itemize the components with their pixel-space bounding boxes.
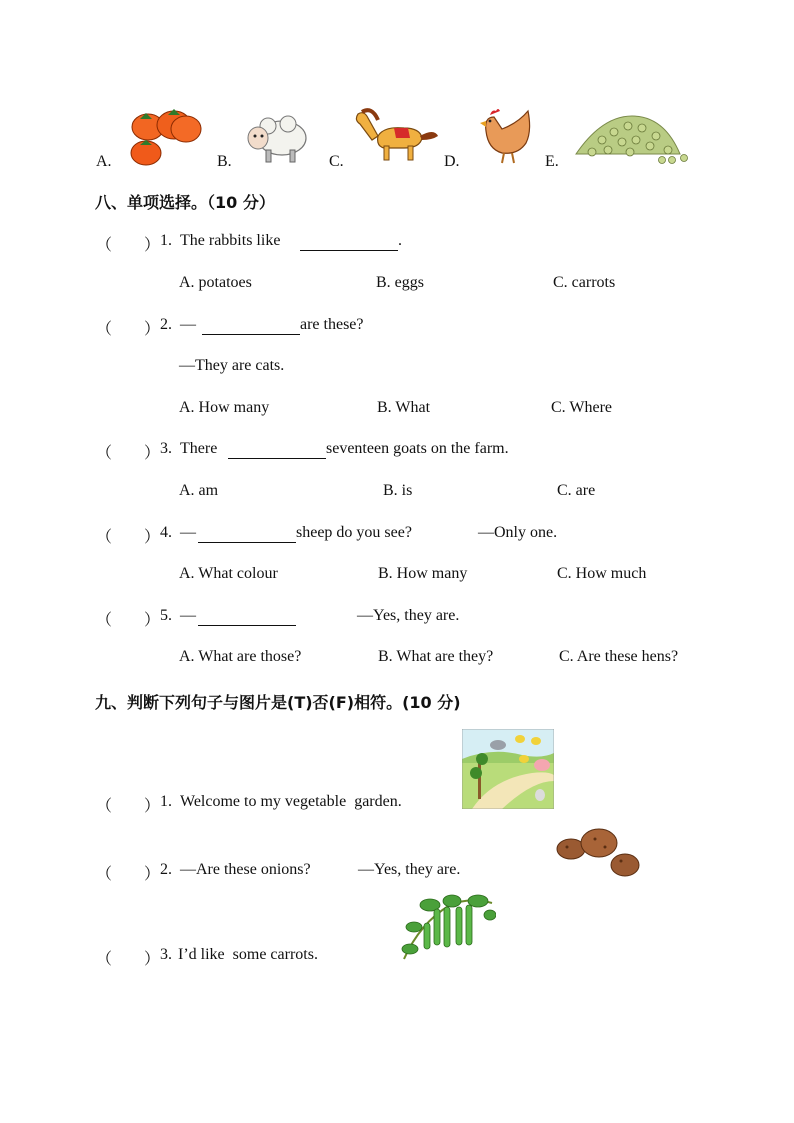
option-a[interactable]: A. am [179, 482, 219, 499]
answer-paren[interactable]: （ ） [96, 529, 161, 546]
option-c[interactable]: C. are [557, 482, 596, 499]
question-number: 3. [160, 946, 172, 963]
sheep-icon [244, 112, 310, 166]
answer-blank[interactable] [202, 320, 300, 335]
farm-scene-icon [462, 729, 554, 809]
reply-text: —Yes, they are. [358, 861, 461, 878]
reply-text: —Yes, they are. [357, 607, 460, 624]
question-number: 1. [160, 793, 172, 810]
answer-paren[interactable]: （ ） [96, 612, 161, 629]
answer-blank[interactable] [198, 528, 296, 543]
question-dash: — [180, 524, 196, 541]
picture-label-c: C. [329, 153, 344, 170]
answer-paren[interactable]: （ ） [96, 321, 161, 338]
option-a[interactable]: A. potatoes [179, 274, 252, 291]
option-b[interactable]: B. What [377, 399, 431, 416]
answer-blank[interactable] [198, 611, 296, 626]
question-number: 2. [160, 316, 172, 333]
section-9-heading: 九、判断下列句子与图片是(T)否(F)相符。(10 分) [95, 693, 461, 712]
answer-paren[interactable]: （ ） [96, 951, 161, 968]
question-text: —Are these onions? [180, 861, 311, 878]
question-text-end: seventeen goats on the farm. [326, 440, 509, 457]
picture-label-a: A. [96, 153, 112, 170]
question-text: I’d like some carrots. [178, 946, 318, 963]
question-number: 3. [160, 440, 172, 457]
picture-label-e: E. [545, 153, 559, 170]
question-dash: — [180, 316, 196, 333]
option-b[interactable]: B. eggs [376, 274, 424, 291]
answer-paren[interactable]: （ ） [96, 237, 161, 254]
question-number: 2. [160, 861, 172, 878]
reply-text: —They are cats. [179, 357, 285, 374]
potatoes-icon [555, 825, 643, 879]
option-c[interactable]: C. Are these hens? [559, 648, 679, 665]
answer-paren[interactable]: （ ） [96, 866, 161, 883]
horse-icon [354, 106, 440, 166]
green-beans-icon [400, 893, 496, 965]
option-a[interactable]: A. What are those? [179, 648, 302, 665]
question-text: sheep do you see? [296, 524, 412, 541]
answer-blank[interactable] [228, 444, 326, 459]
option-b[interactable]: B. How many [378, 565, 468, 582]
option-c[interactable]: C. How much [557, 565, 647, 582]
option-a[interactable]: A. How many [179, 399, 270, 416]
option-c[interactable]: C. Where [551, 399, 613, 416]
question-number: 4. [160, 524, 172, 541]
persimmons-icon [128, 105, 206, 167]
question-dash: — [180, 607, 196, 624]
picture-label-d: D. [444, 153, 460, 170]
question-text: are these? [300, 316, 364, 333]
question-text: There [180, 440, 218, 457]
question-text: The rabbits like [180, 232, 281, 249]
answer-paren[interactable]: （ ） [96, 798, 161, 815]
answer-blank[interactable] [300, 236, 398, 251]
option-b[interactable]: B. What are they? [378, 648, 494, 665]
answer-paren[interactable]: （ ） [96, 445, 161, 462]
option-c[interactable]: C. carrots [553, 274, 616, 291]
option-b[interactable]: B. is [383, 482, 413, 499]
question-number: 5. [160, 607, 172, 624]
picture-label-b: B. [217, 153, 232, 170]
reply-text: —Only one. [478, 524, 558, 541]
question-number: 1. [160, 232, 172, 249]
beans-icon [572, 110, 692, 166]
option-a[interactable]: A. What colour [179, 565, 278, 582]
section-8-heading: 八、单项选择。（10 分） [95, 193, 275, 212]
question-text-end: . [398, 232, 402, 249]
question-text: Welcome to my vegetable garden. [180, 793, 402, 810]
hen-icon [474, 101, 534, 167]
